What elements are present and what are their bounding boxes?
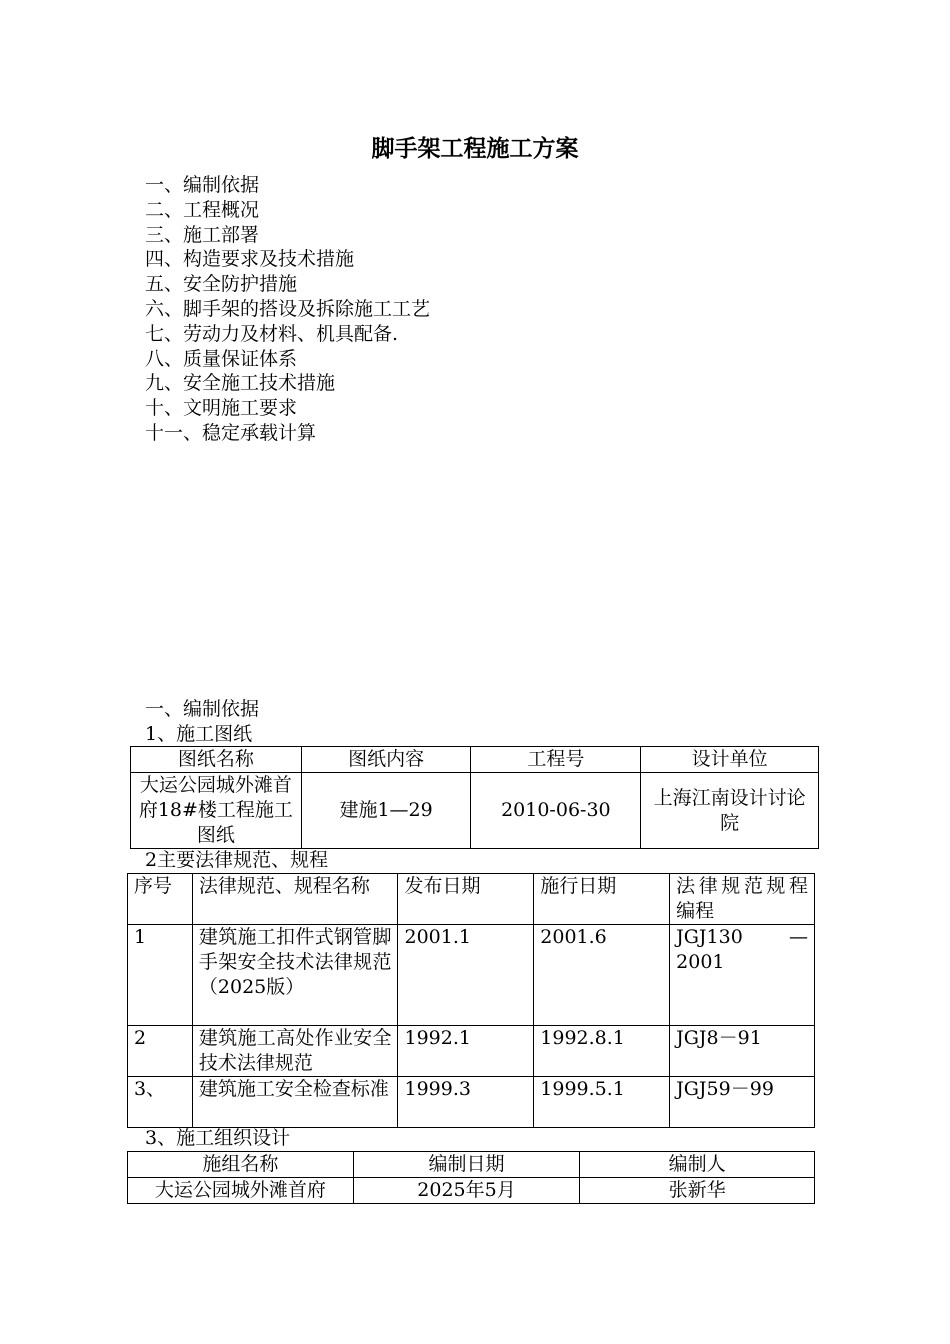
table-cell: 大运公园城外滩首府 bbox=[128, 1178, 354, 1204]
table-header-cell: 发布日期 bbox=[398, 874, 534, 925]
table-cell: 1992.8.1 bbox=[534, 1026, 670, 1077]
table-cell: 上海江南设计讨论院 bbox=[641, 773, 819, 849]
table-cell: 1999.3 bbox=[398, 1077, 534, 1128]
table-header-cell: 编制人 bbox=[580, 1152, 815, 1178]
toc-item: 十、文明施工要求 bbox=[145, 397, 298, 420]
table-row bbox=[128, 1026, 815, 1077]
table-cell: 2001.1 bbox=[398, 925, 534, 1026]
table-cell: 建筑施工安全检查标准 bbox=[192, 1077, 398, 1128]
laws-table bbox=[127, 873, 815, 1128]
table-header-row bbox=[131, 747, 819, 773]
table-cell: 建筑施工扣件式钢管脚手架安全技术法律规范（2025版） bbox=[192, 925, 398, 1026]
table-cell: 1999.5.1 bbox=[534, 1077, 670, 1128]
table-header-cell: 法律规范、规程名称 bbox=[192, 874, 398, 925]
toc-item: 二、工程概况 bbox=[145, 198, 260, 221]
table-header-row bbox=[128, 1152, 815, 1178]
table-cell: 1 bbox=[128, 925, 193, 1026]
toc-item: 一、编制依据 bbox=[145, 174, 260, 196]
table-cell: 建施1—29 bbox=[301, 773, 471, 849]
table-cell: 1992.1 bbox=[398, 1026, 534, 1077]
table-cell: 2025年5月 bbox=[353, 1178, 580, 1204]
drawings-heading: 1、施工图纸 bbox=[145, 723, 253, 745]
table-header-cell: 施组名称 bbox=[128, 1152, 354, 1178]
toc-item: 五、安全防护措施 bbox=[145, 273, 298, 296]
section-heading: 一、编制依据 bbox=[145, 698, 260, 720]
org-design-heading: 3、施工组织设计 bbox=[145, 1127, 291, 1149]
table-row bbox=[131, 773, 819, 849]
table-cell: 2001.6 bbox=[534, 925, 670, 1026]
table-cell: 建筑施工高处作业安全技术法律规范 bbox=[192, 1026, 398, 1077]
table-cell: 大运公园城外滩首府18#楼工程施工图纸 bbox=[131, 773, 302, 849]
toc-item: 三、施工部署 bbox=[145, 223, 260, 246]
laws-heading: 2主要法律规范、规程 bbox=[145, 849, 329, 871]
toc-item: 十一、稳定承载计算 bbox=[145, 421, 317, 444]
table-header-row bbox=[128, 874, 815, 925]
table-row bbox=[128, 925, 815, 1026]
table-cell: 3、 bbox=[128, 1077, 193, 1128]
table-cell: 张新华 bbox=[580, 1178, 815, 1204]
toc-item: 四、构造要求及技术措施 bbox=[145, 248, 355, 271]
document-title: 脚手架工程施工方案 bbox=[371, 135, 579, 162]
table-cell: JGJ59－99 bbox=[670, 1077, 815, 1128]
table-row bbox=[128, 1178, 815, 1204]
table-header-cell: 图纸内容 bbox=[301, 747, 471, 773]
toc-item: 八、质量保证体系 bbox=[145, 347, 298, 370]
table-cell: JGJ130 —2001 bbox=[670, 925, 815, 1026]
table-cell: JGJ8－91 bbox=[670, 1026, 815, 1077]
table-of-contents bbox=[145, 173, 430, 446]
table-row bbox=[128, 1077, 815, 1128]
table-header-cell: 序号 bbox=[128, 874, 193, 925]
toc-item: 九、安全施工技术措施 bbox=[145, 372, 336, 395]
table-cell: 2 bbox=[128, 1026, 193, 1077]
table-header-cell: 编制日期 bbox=[353, 1152, 580, 1178]
toc-item: 七、劳动力及材料、机具配备. bbox=[145, 322, 399, 345]
table-header-cell: 工程号 bbox=[471, 747, 641, 773]
table-header-cell: 设计单位 bbox=[641, 747, 819, 773]
toc-item: 六、脚手架的搭设及拆除施工工艺 bbox=[145, 297, 431, 320]
table-header-cell: 法律规范规程编程 bbox=[670, 874, 815, 925]
table-header-cell: 施行日期 bbox=[534, 874, 670, 925]
table-cell: 2010-06-30 bbox=[471, 773, 641, 849]
drawings-table bbox=[130, 746, 819, 849]
org-design-table bbox=[127, 1151, 815, 1204]
table-header-cell: 图纸名称 bbox=[131, 747, 302, 773]
